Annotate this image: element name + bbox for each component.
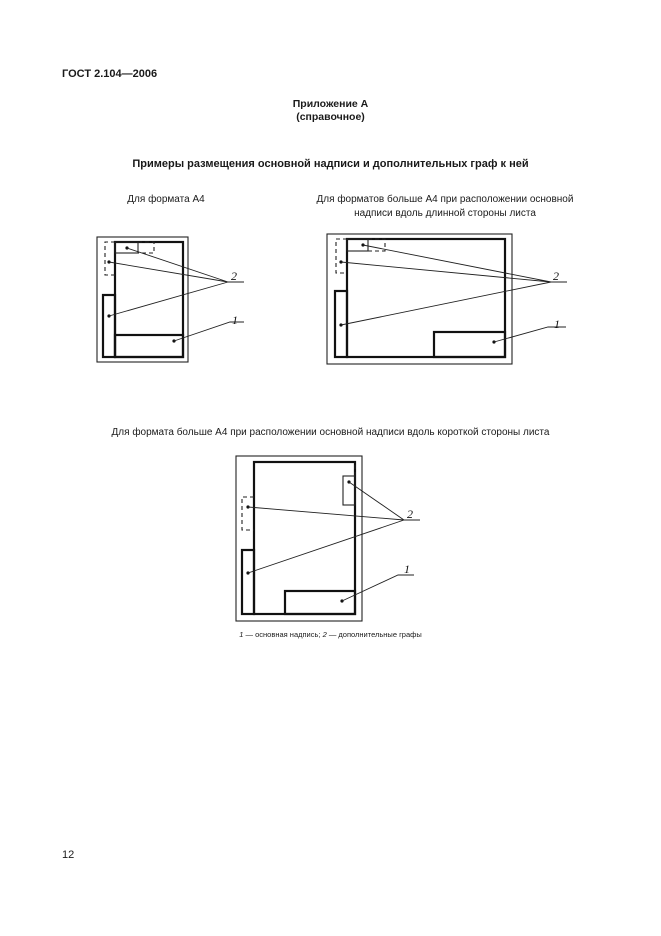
legend-text-2: — дополнительные графы — [326, 630, 422, 639]
legend-num-2: 2 — [322, 630, 327, 639]
extra-column-side-dashed — [242, 497, 254, 530]
main-inscription — [285, 591, 355, 614]
caption-larger-short-side: Для формата больше А4 при расположении основной надписи вдоль короткой стороны листа — [111, 427, 550, 438]
caption-a4: Для формата А4 — [127, 194, 205, 205]
figure-legend — [0, 630, 661, 639]
leader-line-1 — [342, 575, 414, 601]
label-2: 2 — [231, 269, 237, 283]
document-code: ГОСТ 2.104—2006 — [62, 68, 158, 80]
label-2: 2 — [407, 507, 413, 521]
leader-lines-2 — [248, 482, 420, 573]
page-number: 12 — [62, 849, 75, 861]
legend-text-1: — основная надпись; — [243, 630, 323, 639]
appendix-subtitle: (справочное) — [296, 111, 365, 123]
appendix-title: Приложение А — [292, 98, 369, 110]
extra-column-side — [242, 550, 254, 614]
label-1: 1 — [232, 313, 238, 327]
label-2: 2 — [553, 269, 559, 283]
label-1: 1 — [554, 317, 560, 331]
extra-column-top — [343, 476, 355, 505]
section-title: Примеры размещения основной надписи и дополнительных граф к ней — [132, 158, 529, 170]
legend-num-1: 1 — [239, 630, 244, 639]
caption-larger-long-side: Для форматов больше А4 при расположении основной надписи вдоль длинной стороны листа — [316, 194, 574, 219]
label-1: 1 — [404, 562, 410, 576]
